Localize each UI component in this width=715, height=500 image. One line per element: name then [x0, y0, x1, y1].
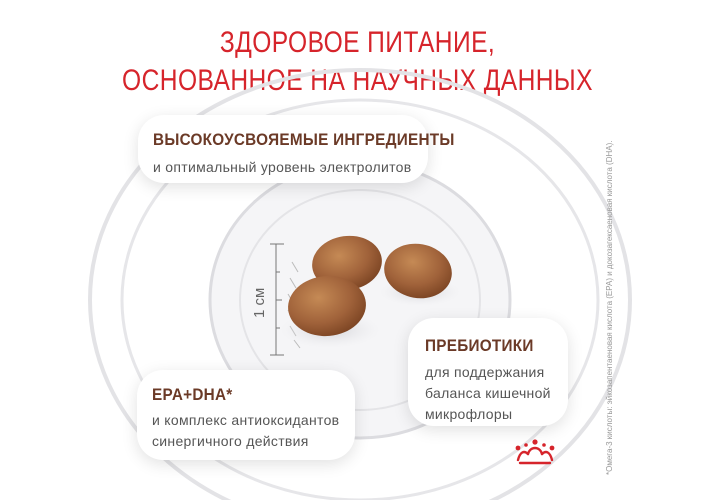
footnote [605, 135, 617, 475]
footnote-text: *Омега-3 кислоты: эйкозапентаеновая кислота (EPA) и докозагексаеновая кислота (DHA). [605, 140, 614, 475]
card-epa-dha-line-2: синергичного действия [152, 433, 309, 449]
card-epa-dha-heading: EPA+DHA* [152, 385, 233, 404]
card-epa-dha-text [152, 410, 339, 452]
royal-canin-crown-logo [512, 436, 558, 468]
card-epa-dha [137, 370, 355, 460]
card-prebiotics-heading: ПРЕБИОТИКИ [425, 336, 534, 355]
card-prebiotics [408, 318, 568, 426]
card-prebiotics-line-2: баланса кишечной [425, 385, 551, 401]
title-line-2: ОСНОВАННОЕ НА НАУЧНЫХ ДАННЫХ [122, 64, 593, 97]
card-ingredients [138, 115, 455, 183]
card-epa-dha-line-1: и комплекс антиоксидантов [152, 412, 340, 428]
ruler-label: 1 см [251, 287, 268, 318]
title-line-1: ЗДОРОВОЕ ПИТАНИЕ, [219, 26, 496, 59]
card-prebiotics-line-3: микрофлоры [425, 406, 513, 422]
card-prebiotics-line-1: для поддержания [425, 364, 545, 380]
card-ingredients-heading: ВЫСОКОУСВОЯЕМЫЕ ИНГРЕДИЕНТЫ [153, 130, 455, 149]
card-ingredients-text: и оптимальный уровень электролитов [153, 159, 412, 175]
card-prebiotics-text [425, 362, 551, 425]
